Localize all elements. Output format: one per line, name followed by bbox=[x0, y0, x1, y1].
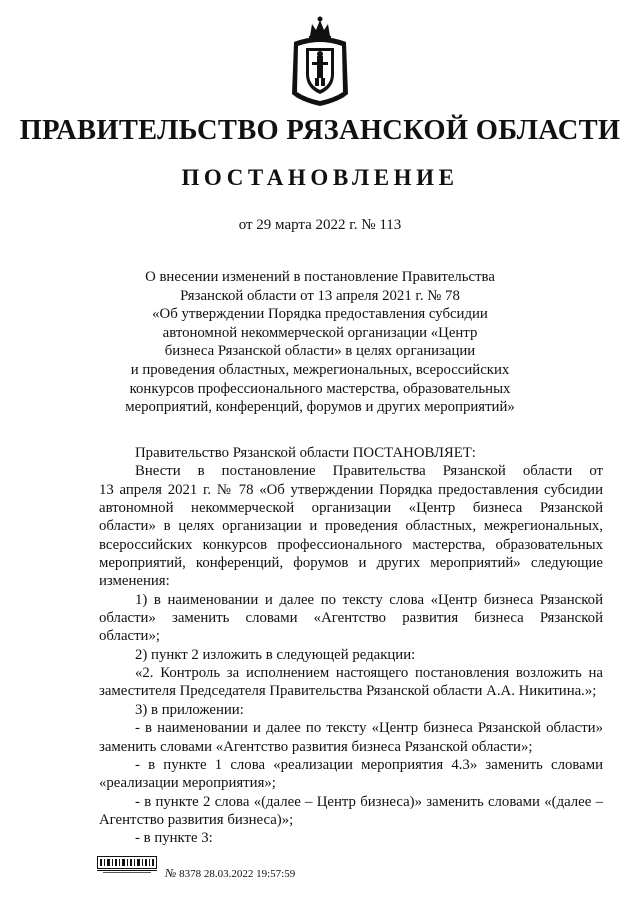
subject-line: мероприятий, конференций, форумов и других мероприятий» bbox=[125, 399, 515, 416]
body-line: 1) в наименовании и далее по тексту слова «Центр бизнеса Рязанской bbox=[135, 591, 603, 608]
body-line: «реализации мероприятия»; bbox=[99, 775, 276, 792]
number-sign: № bbox=[165, 866, 177, 880]
subject-line: автономной некоммерческой организации «Центр bbox=[162, 324, 478, 341]
subject-line: и проведения областных, межрегиональных, всероссийских bbox=[130, 361, 510, 378]
body-line: - в наименовании и далее по тексту «Центр бизнеса Рязанской области» bbox=[135, 720, 603, 737]
subject-line: бизнеса Рязанской области» в целях организации bbox=[164, 343, 476, 360]
body-line: Агентство развития бизнеса)»; bbox=[99, 811, 294, 828]
body-line: 2) пункт 2 изложить в следующей редакции: bbox=[135, 646, 416, 663]
registration-info: 8378 28.03.2022 19:57:59 bbox=[179, 868, 296, 880]
document-date-number: от 29 марта 2022 г. № 113 bbox=[238, 217, 402, 233]
subject-line: Рязанской области от 13 апреля 2021 г. № 78 bbox=[180, 287, 460, 304]
body-line: 3) в приложении: bbox=[135, 701, 244, 718]
body-line: мероприятий, конференций, форумов и других мероприятий» следующие bbox=[99, 555, 603, 572]
body-line: области» в целях организации и проведения областных, межрегиональных, bbox=[99, 518, 603, 535]
body-line: «2. Контроль за исполнением настоящего постановления возложить на bbox=[135, 665, 603, 682]
registration-barcode-icon bbox=[97, 853, 157, 875]
body-line: области»; bbox=[99, 628, 160, 645]
body-line: изменения: bbox=[99, 573, 170, 590]
registration-stamp bbox=[165, 866, 295, 881]
body-line: автономной некоммерческой организации «Центр бизнеса Рязанской bbox=[99, 500, 603, 517]
subject-line: О внесении изменений в постановление Правительства bbox=[145, 269, 495, 285]
ryazan-coat-of-arms-icon bbox=[288, 14, 352, 112]
body-line: Внести в постановление Правительства Рязанской области от bbox=[135, 463, 603, 480]
body-line: 13 апреля 2021 г. № 78 «Об утверждении Порядка предоставления субсидии bbox=[99, 481, 603, 498]
body-line: всероссийских конкурсов профессионального мастерства, образовательных bbox=[99, 536, 603, 553]
government-title: ПРАВИТЕЛЬСТВО РЯЗАНСКОЙ ОБЛАСТИ bbox=[19, 115, 621, 146]
body-line: Правительство Рязанской области ПОСТАНОВЛЯЕТ: bbox=[135, 445, 476, 461]
document-body bbox=[99, 444, 603, 848]
body-line: - в пункте 3: bbox=[135, 830, 213, 847]
document-type: ПОСТАНОВЛЕНИЕ bbox=[181, 165, 459, 190]
body-line: области» заменить словами «Агентство развития бизнеса Рязанской bbox=[99, 610, 603, 627]
body-line: - в пункте 1 слова «реализации мероприятия 4.3» заменить словами bbox=[135, 756, 603, 773]
document-subject bbox=[0, 268, 640, 417]
subject-line: «Об утверждении Порядка предоставления субсидии bbox=[152, 306, 488, 323]
subject-line: конкурсов профессионального мастерства, образовательных bbox=[129, 380, 511, 397]
body-line: заместителя Председателя Правительства Рязанской области А.А. Никитина.»; bbox=[99, 683, 597, 700]
body-line: заменить словами «Агентство развития бизнеса Рязанской области»; bbox=[99, 738, 533, 755]
body-line: - в пункте 2 слова «(далее – Центр бизнеса)» заменить словами «(далее – bbox=[135, 793, 603, 810]
